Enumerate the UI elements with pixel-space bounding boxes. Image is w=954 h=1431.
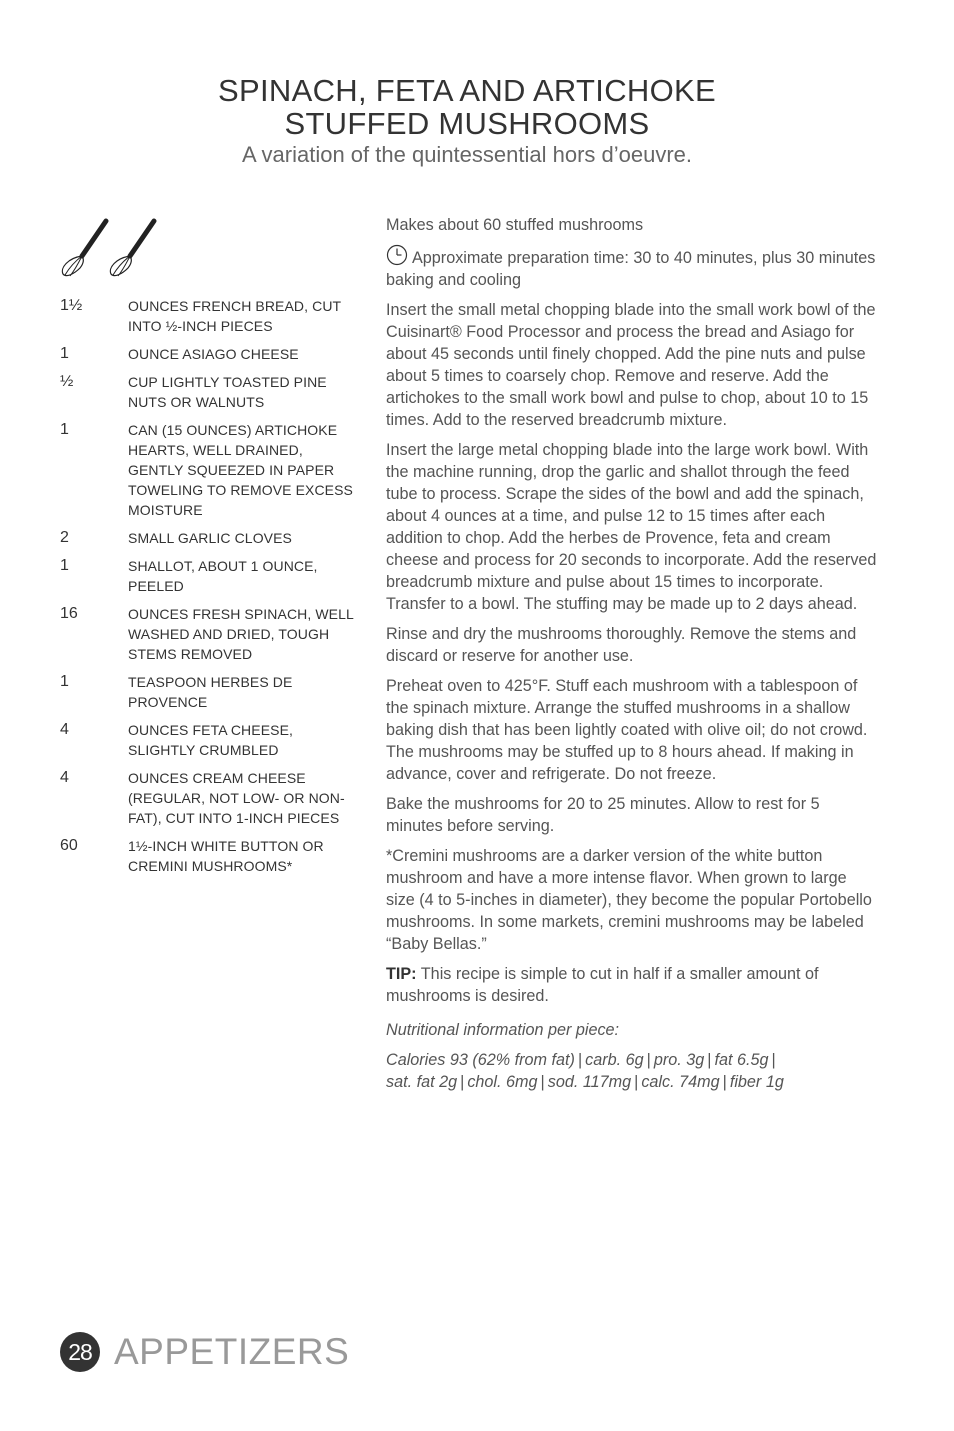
page-footer bbox=[60, 1330, 349, 1374]
ingredient-row bbox=[60, 420, 360, 520]
ingredient-desc: 1½-INCH WHITE BUTTON OR CREMINI MUSHROOMS* bbox=[128, 838, 324, 874]
tip-text: This recipe is simple to cut in half if a smaller amount of mushrooms is desired. bbox=[386, 965, 819, 1005]
nutrition-heading: Nutritional information per piece: bbox=[386, 1021, 620, 1039]
ingredient-qty: 16 bbox=[60, 605, 78, 622]
ingredient-row bbox=[60, 344, 360, 364]
ingredient-row bbox=[60, 528, 360, 548]
ingredient-qty: 1 bbox=[60, 345, 69, 362]
recipe-title bbox=[0, 74, 934, 140]
ingredient-desc: OUNCES FETA CHEESE, SLIGHTLY CRUMBLED bbox=[128, 722, 294, 758]
ingredient-qty: 4 bbox=[60, 721, 69, 738]
clock-icon bbox=[386, 244, 408, 266]
ingredient-qty: 60 bbox=[60, 837, 78, 854]
ingredient-qty: 1 bbox=[60, 421, 69, 438]
nutrition-item: carb. 6g bbox=[585, 1051, 644, 1069]
nutrition-item: sat. fat 2g bbox=[386, 1073, 458, 1091]
nutrition-values: Calories 93 (62% from fat) | carb. 6g | pro. 3g | fat 6.5g | sat. fat 2g | chol. 6mg | sod. 117mg | calc. 74mg | fiber 1g bbox=[386, 1051, 784, 1091]
nutrition-item: chol. 6mg bbox=[467, 1073, 538, 1091]
ingredient-desc: CAN (15 OUNCES) ARTICHOKE HEARTS, WELL DRAINED, GENTLY SQUEEZED IN PAPER TOWELING TO REMOVE EXCESS MOISTURE bbox=[128, 422, 353, 518]
ingredient-qty: ½ bbox=[60, 373, 74, 390]
nutrition-item: pro. 3g bbox=[653, 1051, 705, 1069]
nutrition-item: sod. 117mg bbox=[547, 1073, 632, 1091]
nutrition-item: fat 6.5g bbox=[714, 1051, 769, 1069]
ingredient-qty: 1 bbox=[60, 557, 69, 574]
nutrition-item: calc. 74mg bbox=[641, 1073, 720, 1091]
tip-label: TIP: bbox=[386, 965, 417, 983]
title-line-1: SPINACH, FETA AND ARTICHOKE bbox=[218, 73, 716, 108]
ingredient-desc: OUNCES FRESH SPINACH, WELL WASHED AND DRIED, TOUGH STEMS REMOVED bbox=[128, 606, 354, 662]
method-column bbox=[386, 214, 878, 1101]
ingredient-desc: OUNCE ASIAGO CHEESE bbox=[128, 346, 299, 362]
ingredient-desc: OUNCES CREAM CHEESE (REGULAR, NOT LOW- OR NON-FAT), CUT INTO 1-INCH PIECES bbox=[128, 770, 345, 826]
ingredient-row bbox=[60, 836, 360, 876]
whisk-icon bbox=[56, 214, 160, 280]
step-paragraph: Insert the large metal chopping blade into the large work bowl. With the machine running, drop the garlic and shallot through the feed tube to process. Scrape the sides of the bowl and add the spinach, about 4 ounces at a time, and pulse 12 to 15 times after each addition to chop. Add the herbes de Provence, feta and cream cheese and process for 20 seconds to incorporate. Add the reserved breadcrumb mixture and pulse about 15 times to incorporate. Transfer to a bowl. The stuffing may be made up to 2 days ahead. bbox=[386, 441, 877, 613]
step-paragraph: Bake the mushrooms for 20 to 25 minutes. Allow to rest for 5 minutes before serving. bbox=[386, 795, 820, 835]
ingredient-desc: SMALL GARLIC CLOVES bbox=[128, 530, 292, 546]
tip bbox=[386, 963, 878, 1007]
ingredient-qty: 2 bbox=[60, 529, 69, 546]
ingredient-row bbox=[60, 604, 360, 664]
ingredient-desc: SHALLOT, ABOUT 1 OUNCE, PEELED bbox=[128, 558, 318, 594]
section-title: APPETIZERS bbox=[114, 1331, 350, 1372]
ingredient-desc: OUNCES FRENCH BREAD, CUT INTO ½-INCH PIECES bbox=[128, 298, 341, 334]
ingredient-row bbox=[60, 768, 360, 828]
ingredient-row bbox=[60, 296, 360, 336]
step-paragraph: Preheat oven to 425°F. Stuff each mushroom with a tablespoon of the spinach mixture. Arrange the stuffed mushrooms in a shallow baking dish that has been lightly coated with olive oil; do not crowd. The mushrooms may be stuffed up to 8 hours ahead. If making in advance, cover and refrigerate. Do not freeze. bbox=[386, 677, 868, 783]
prep-time bbox=[386, 244, 878, 291]
ingredient-row bbox=[60, 720, 360, 760]
prep-time-text: Approximate preparation time: 30 to 40 minutes, plus 30 minutes baking and cooling bbox=[386, 249, 876, 289]
ingredient-qty: 1 bbox=[60, 673, 69, 690]
page-number: 28 bbox=[60, 1332, 100, 1372]
ingredient-qty: 4 bbox=[60, 769, 69, 786]
step-paragraph: Insert the small metal chopping blade into the small work bowl of the Cuisinart® Food Processor and process the bread and Asiago for about 45 seconds until finely chopped. Add the pine nuts and pulse about 5 times to coarsely chop. Remove and reserve. Add the artichokes to the small work bowl and pulse to chop, about 10 to 15 times. Add to the reserved breadcrumb mixture. bbox=[386, 301, 876, 429]
ingredient-desc: TEASPOON HERBES DE PROVENCE bbox=[128, 674, 293, 710]
ingredient-desc: CUP LIGHTLY TOASTED PINE NUTS OR WALNUTS bbox=[128, 374, 327, 410]
ingredient-row bbox=[60, 672, 360, 712]
nutrition-item: Calories 93 (62% from fat) bbox=[386, 1051, 575, 1069]
footnote-paragraph: *Cremini mushrooms are a darker version of the white button mushroom and have a more intense flavor. When grown to large size (4 to 5-inches in diameter), they become the popular Portobello mushrooms. In some markets, cremini mushrooms may be labeled “Baby Bellas.” bbox=[386, 847, 872, 953]
step-paragraph: Rinse and dry the mushrooms thoroughly. Remove the stems and discard or reserve for another use. bbox=[386, 625, 857, 665]
recipe-subtitle: A variation of the quintessential hors d’oeuvre. bbox=[241, 142, 693, 167]
ingredients-list bbox=[60, 296, 360, 884]
title-line-2: STUFFED MUSHROOMS bbox=[284, 106, 650, 141]
nutrition-item: fiber 1g bbox=[729, 1073, 784, 1091]
ingredient-qty: 1½ bbox=[60, 297, 83, 314]
yield-text: Makes about 60 stuffed mushrooms bbox=[386, 216, 644, 234]
ingredient-row bbox=[60, 372, 360, 412]
ingredient-row bbox=[60, 556, 360, 596]
